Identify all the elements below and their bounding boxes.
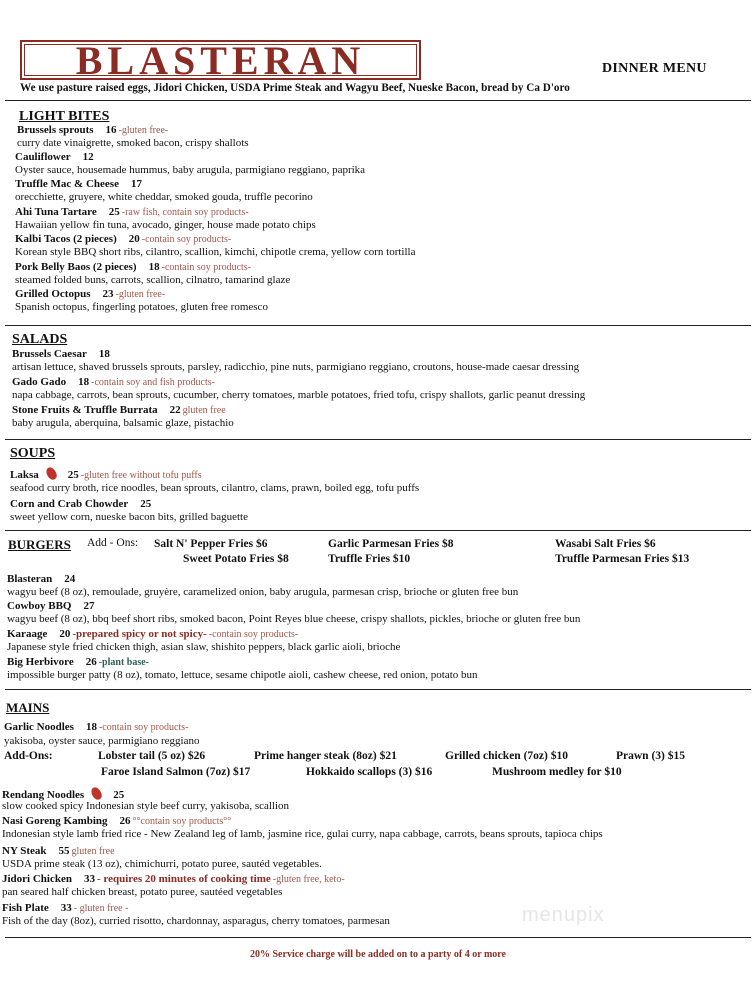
menu-item-desc: impossible burger patty (8 oz), tomato, lettuce, sesame chipotle aioli, cashew cheese, red onion, potato bun — [7, 669, 478, 681]
section-heading-mains: MAINS — [6, 700, 50, 715]
menu-item-name-line: Big Herbivore 26 -plant base- — [7, 656, 150, 668]
divider — [5, 325, 751, 326]
divider — [5, 689, 751, 690]
intro-text: We use pasture raised eggs, Jidori Chicken, USDA Prime Steak and Wagyu Beef, Nueske Bacon, bread by Ca D'oro — [20, 82, 570, 94]
menu-item-name-line: Fish Plate 33 - gluten free - — [2, 902, 129, 914]
menu-item-name-line: Brussels Caesar 18 — [12, 348, 110, 360]
menu-item-name-line: Jidori Chicken 33 - requires 20 minutes of cooking time -gluten free, keto- — [2, 873, 345, 885]
menu-item-desc: Japanese style fried chicken thigh, asian slaw, shishito peppers, black garlic aioli, brioche — [7, 641, 401, 653]
menu-item-desc: yakisoba, oyster sauce, parmigiano reggiano — [4, 735, 200, 747]
menu-item-name-line: Rendang Noodles 25 — [2, 787, 124, 802]
addon-item: Hokkaido scallops (3) $16 — [306, 766, 433, 778]
menu-item-desc: sweet yellow corn, nueske bacon bits, grilled baguette — [10, 511, 248, 523]
menu-item-desc: pan seared half chicken breast, potato puree, sautéed vegetables — [2, 886, 283, 898]
menu-item-desc: Spanish octopus, fingerling potatoes, gluten free romesco — [15, 301, 268, 313]
menu-item-name-line: Karaage 20 -prepared spicy or not spicy- -contain soy products- — [7, 628, 299, 640]
menu-item-desc: orecchiette, gruyere, white cheddar, smoked gouda, truffle pecorino — [15, 191, 313, 203]
menu-item-desc: wagyu beef (8 oz), remoulade, gruyère, caramelized onion, baby arugula, parmesan crisp, brioche or gluten free bun — [7, 586, 519, 598]
menu-item-desc: USDA prime steak (13 oz), chimichurri, potato puree, sautéd vegetables. — [2, 858, 322, 870]
divider — [5, 937, 751, 938]
menu-item-desc: seafood curry broth, rice noodles, bean sprouts, cilantro, clams, prawn, boiled egg, tofu puffs — [10, 482, 420, 494]
addon-item: Faroe Island Salmon (7oz) $17 — [101, 766, 251, 778]
divider — [5, 530, 751, 531]
menu-item-name-line: Stone Fruits & Truffle Burrata 22 gluten free — [12, 404, 226, 416]
menu-item-name-line: Grilled Octopus 23 -gluten free- — [15, 288, 166, 300]
logo-box — [20, 38, 421, 83]
menu-item-desc: artisan lettuce, shaved brussels sprouts, parsley, radicchio, pine nuts, parmigiano reggiano, croutons, house-made caesar dressing — [12, 361, 580, 373]
menu-title: DINNER MENU — [602, 61, 707, 76]
section-heading-light-bites: LIGHT BITES — [19, 109, 110, 124]
menu-item-desc: baby arugula, aberquina, balsamic glaze, pistachio — [12, 417, 234, 429]
divider — [5, 100, 751, 101]
addon-item: Grilled chicken (7oz) $10 — [445, 750, 568, 762]
menu-item-name-line: Ahi Tuna Tartare 25 -raw fish, contain soy products- — [15, 206, 249, 218]
addon-item: Sweet Potato Fries $8 — [183, 553, 289, 565]
addon-item: Salt N' Pepper Fries $6 — [154, 538, 268, 550]
mains-addons-label: Add-Ons: — [4, 750, 53, 762]
menu-item-desc: Oyster sauce, housemade hummus, baby arugula, parmigiano reggiano, paprika — [15, 164, 366, 176]
menu-item-desc: slow cooked spicy Indonesian style beef curry, yakisoba, scallion — [2, 800, 290, 812]
menu-item-desc: Fish of the day (8oz), curried risotto, chardonnay, asparagus, cherry tomatoes, parmesan — [2, 915, 390, 927]
menu-item-name-line: Truffle Mac & Cheese 17 — [15, 178, 142, 190]
section-heading-burgers: BURGERS — [8, 537, 71, 552]
menu-item-name-line: Cowboy BBQ 27 — [7, 600, 95, 612]
menu-item-desc: Korean style BBQ short ribs, cilantro, scallion, kimchi, chipotle crema, yellow corn tortilla — [15, 246, 416, 258]
chili-pepper-icon — [44, 466, 58, 482]
divider — [5, 439, 751, 440]
menu-item-desc: curry date vinaigrette, smoked bacon, crispy shallots — [17, 137, 249, 149]
menu-item-desc: Indonesian style lamb fried rice - New Zealand leg of lamb, jasmine rice, gulai curry, napa cabbage, carrots, beans sprouts, tapioca chips — [2, 828, 603, 840]
restaurant-logo: BLASTERAN — [75, 38, 366, 83]
menu-item-name-line: Brussels sprouts 16 -gluten free- — [17, 124, 169, 136]
watermark: menupix — [522, 904, 605, 926]
addon-item: Lobster tail (5 oz) $26 — [98, 750, 206, 762]
menu-item-desc: napa cabbage, carrots, bean sprouts, cucumber, cherry tomatoes, marble potatoes, fried tofu, crispy shallots, garlic peanut dressing — [12, 389, 586, 401]
chili-pepper-icon — [90, 786, 104, 802]
addon-item: Prime hanger steak (8oz) $21 — [254, 750, 397, 762]
addon-item: Truffle Fries $10 — [328, 553, 411, 565]
section-heading-salads: SALADS — [12, 332, 68, 347]
service-charge-note: 20% Service charge will be added on to a party of 4 or more — [250, 949, 506, 960]
menu-item-desc: steamed folded buns, carrots, scallion, cilnatro, tamarind glaze — [15, 274, 291, 286]
menu-item-desc: wagyu beef (8 oz), bbq beef short ribs, smoked bacon, Point Reyes blue cheese, crispy shallots, pickles, brioche or gluten free bun — [7, 613, 581, 625]
addon-item: Garlic Parmesan Fries $8 — [328, 538, 454, 550]
menu-item-name-line: Kalbi Tacos (2 pieces) 20 -contain soy products- — [15, 233, 232, 245]
section-heading-soups: SOUPS — [10, 446, 56, 461]
addons-label: Add - Ons: — [87, 537, 139, 549]
menu-item-name-line: NY Steak 55 gluten free — [2, 845, 115, 857]
menu-item-name-line: Garlic Noodles 18 -contain soy products- — [4, 721, 189, 733]
addon-item: Wasabi Salt Fries $6 — [555, 538, 656, 550]
addon-item: Prawn (3) $15 — [616, 750, 685, 762]
menu-item-name-line: Nasi Goreng Kambing 26 °°contain soy products°° — [2, 815, 232, 827]
menu-item-name-line: Cauliflower 12 — [15, 151, 94, 163]
menu-item-name-line: Pork Belly Baos (2 pieces) 18 -contain soy products- — [15, 261, 252, 273]
addon-item: Truffle Parmesan Fries $13 — [555, 553, 690, 565]
menu-item-desc: Hawaiian yellow fin tuna, avocado, ginger, house made potato chips — [15, 219, 316, 231]
addon-item: Mushroom medley for $10 — [492, 766, 622, 778]
menu-item-name-line: Corn and Crab Chowder 25 — [10, 498, 152, 510]
menu-item-name-line: Gado Gado 18 -contain soy and fish products- — [12, 376, 215, 388]
menu-item-name-line: Blasteran 24 — [7, 573, 76, 585]
menu-item-name-line: Laksa 25 -gluten free without tofu puffs — [10, 467, 202, 482]
